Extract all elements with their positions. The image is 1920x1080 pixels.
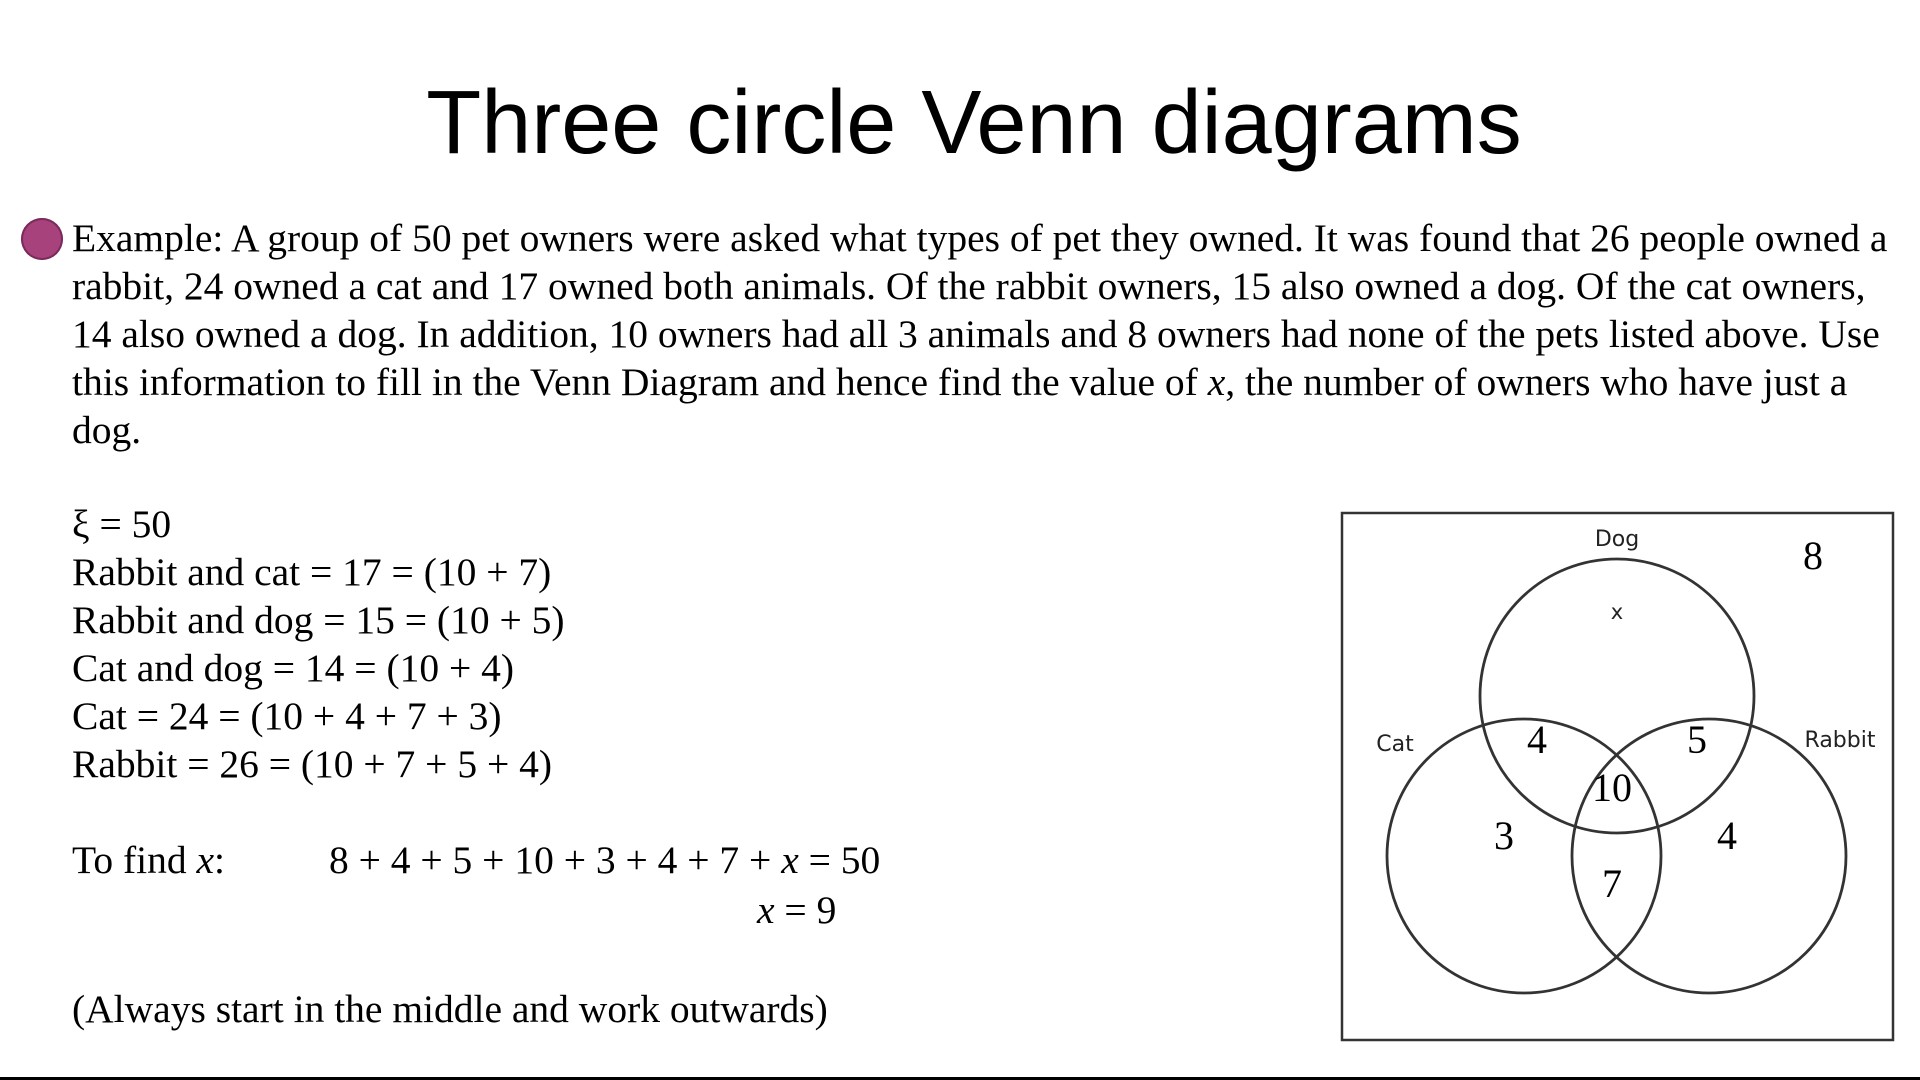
slide-title: Three circle Venn diagrams — [426, 73, 1522, 173]
example-text — [72, 214, 1902, 454]
solution-equation: x = 9 — [757, 888, 837, 932]
region-cat-only: 3 — [1494, 813, 1514, 858]
region-outside: 8 — [1803, 533, 1823, 578]
working-line-rabbit-dog: Rabbit and dog = 15 = (10 + 5) — [72, 598, 565, 642]
region-cat-rabbit: 7 — [1602, 861, 1622, 906]
dog-label: Dog — [1594, 527, 1640, 552]
method-note: (Always start in the middle and work outwards) — [72, 987, 828, 1031]
bullet-icon — [21, 218, 63, 260]
region-rabbit-only: 4 — [1717, 813, 1737, 858]
working-line-rabbit: Rabbit = 26 = (10 + 7 + 5 + 4) — [72, 742, 553, 786]
venn-diagram — [1340, 511, 1895, 1043]
working-line-cat: Cat = 24 = (10 + 4 + 7 + 3) — [72, 694, 502, 738]
find-x-line — [72, 836, 1172, 886]
example-body: Example: A group of 50 pet owners were asked what types of pet they owned. It was found that 26 people owned a rabbit, 24 owned a cat and 17 owned both animals. Of the rabbit owners, 15 also owned a dog. Of the cat owners, 14 also owned a dog. In addition, 10 owners had all 3 animals and 8 owners had none of the pets listed above. Use this information to fill in the Venn Diagram and hence find the value of — [72, 216, 1888, 404]
find-x-label: To find x: — [72, 838, 226, 882]
working-line-rabbit-cat: Rabbit and cat = 17 = (10 + 7) — [72, 550, 552, 594]
working-line-universal: ξ = 50 — [72, 502, 172, 546]
region-all-three: 10 — [1592, 765, 1632, 810]
region-dog-rabbit: 5 — [1687, 717, 1707, 762]
working-block — [72, 500, 1172, 936]
rabbit-circle — [1572, 719, 1846, 993]
cat-label: Cat — [1376, 732, 1414, 757]
sum-equation: 8 + 4 + 5 + 10 + 3 + 4 + 7 + x = 50 — [329, 838, 881, 882]
cat-circle — [1387, 719, 1661, 993]
region-dog-only: x — [1610, 600, 1624, 624]
working-line-cat-dog: Cat and dog = 14 = (10 + 4) — [72, 646, 515, 690]
region-cat-dog: 4 — [1527, 717, 1547, 762]
solution-line — [72, 886, 1172, 936]
example-ending: , the number of owners who have just a dog. — [72, 360, 1848, 452]
example-variable: x — [1207, 360, 1226, 404]
rabbit-label: Rabbit — [1804, 728, 1876, 753]
